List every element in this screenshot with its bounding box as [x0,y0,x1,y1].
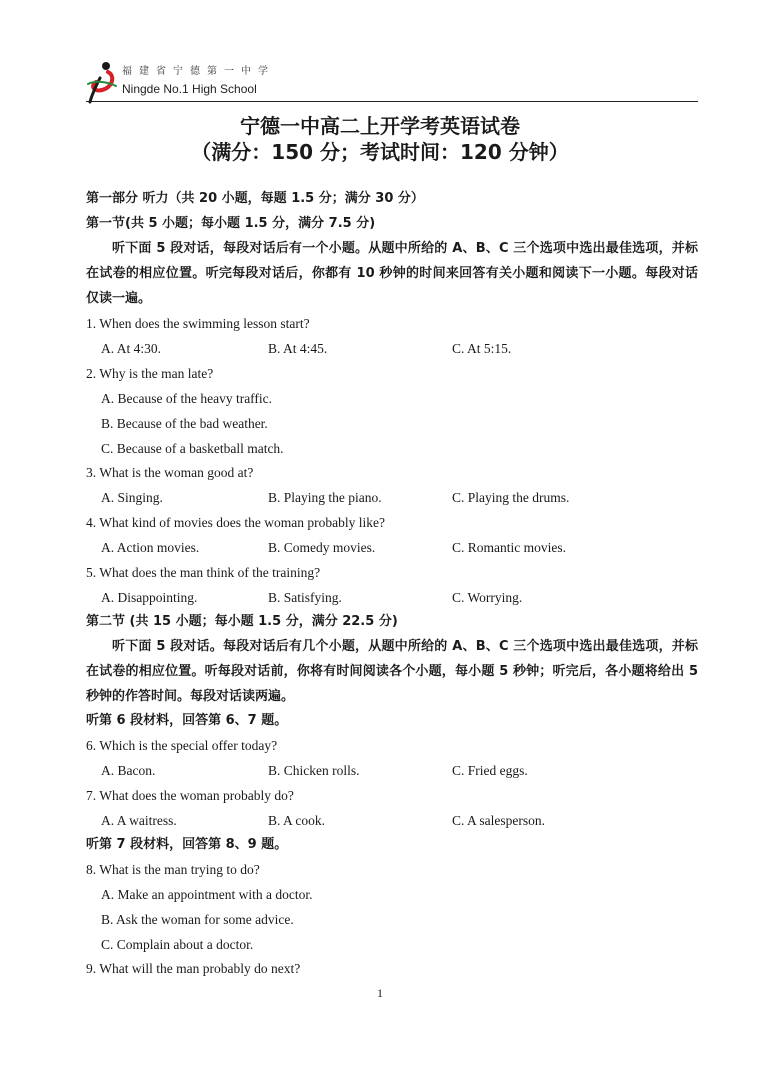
question-1-option-a: A. At 4:30. [101,341,162,356]
question-6-option-b: B. Chicken rolls. [268,763,360,778]
question-4-option-a: A. Action movies. [101,540,200,555]
part1-heading: 第一部分 听力（共 20 小题，每题 1.5 分；满分 30 分） [86,191,424,206]
material-6-heading: 听第 6 段材料，回答第 6、7 题。 [86,713,288,728]
question-3-option-c: C. Playing the drums. [452,490,570,505]
question-7-option-c: C. A salesperson. [452,813,545,828]
question-5-option-b: B. Satisfying. [268,590,342,605]
school-logo-icon [86,60,120,104]
question-7-option-a: A. A waitress. [101,813,177,828]
question-2-option-a: A. Because of the heavy traffic. [101,391,273,406]
question-6-stem: 6. Which is the special offer today? [86,738,278,753]
question-4-stem: 4. What kind of movies does the woman probably like? [86,515,385,530]
question-6-option-a: A. Bacon. [101,763,156,778]
question-8-option-c: C. Complain about a doctor. [101,937,254,952]
question-4-option-b: B. Comedy movies. [268,540,376,555]
page-number: 1 [377,986,383,1000]
school-name-chinese: 福建省宁德第一中学 [122,66,275,77]
question-3-option-b: B. Playing the piano. [268,490,382,505]
question-5-option-a: A. Disappointing. [101,590,198,605]
question-1-stem: 1. When does the swimming lesson start? [86,316,310,331]
question-3-stem: 3. What is the woman good at? [86,465,254,480]
exam-subtitle: （满分：150 分；考试时间：120 分钟） [191,140,569,164]
question-2-stem: 2. Why is the man late? [86,366,214,381]
question-8-option-b: B. Ask the woman for some advice. [101,912,294,927]
question-2-option-c: C. Because of a basketball match. [101,441,284,456]
section2-heading: 第二节 (共 15 小题；每小题 1.5 分，满分 22.5 分) [86,614,398,629]
question-1-option-c: C. At 5:15. [452,341,512,356]
question-7-option-b: B. A cook. [268,813,326,828]
section2-instructions: 听下面 5 段对话。每段对话后有几个小题，从题中所给的 A、B、C 三个选项中选出最佳选项，并标在试卷的相应位置。听每段对话前，你将有时间阅读各个小题，每小题 5 秒钟；听完后，各小题将给出 5 秒钟的作答时间。每段对话读两遍。 [86,639,698,704]
question-9-stem: 9. What will the man probably do next? [86,961,301,976]
question-6-option-c: C. Fried eggs. [452,763,528,778]
question-5-stem: 5. What does the man think of the training? [86,565,321,580]
question-2-option-b: B. Because of the bad weather. [101,416,268,431]
material-7-heading: 听第 7 段材料，回答第 8、9 题。 [86,837,288,852]
question-4-option-c: C. Romantic movies. [452,540,566,555]
exam-title: 宁德一中高二上开学考英语试卷 [240,114,520,138]
question-5-option-c: C. Worrying. [452,590,523,605]
section1-instructions: 听下面 5 段对话，每段对话后有一个小题。从题中所给的 A、B、C 三个选项中选出最佳选项，并标在试卷的相应位置。听完每段对话后，你都有 10 秒钟的时间来回答有关小题和阅读下一小题。每段对话仅读一遍。 [86,241,698,306]
section1-heading: 第一节(共 5 小题；每小题 1.5 分，满分 7.5 分) [86,216,376,231]
header-divider [86,101,698,102]
school-name-english: Ningde No.1 High School [122,82,257,96]
question-8-option-a: A. Make an appointment with a doctor. [101,887,313,902]
question-8-stem: 8. What is the man trying to do? [86,862,260,877]
question-1-option-b: B. At 4:45. [268,341,328,356]
question-3-option-a: A. Singing. [101,490,163,505]
question-7-stem: 7. What does the woman probably do? [86,788,294,803]
